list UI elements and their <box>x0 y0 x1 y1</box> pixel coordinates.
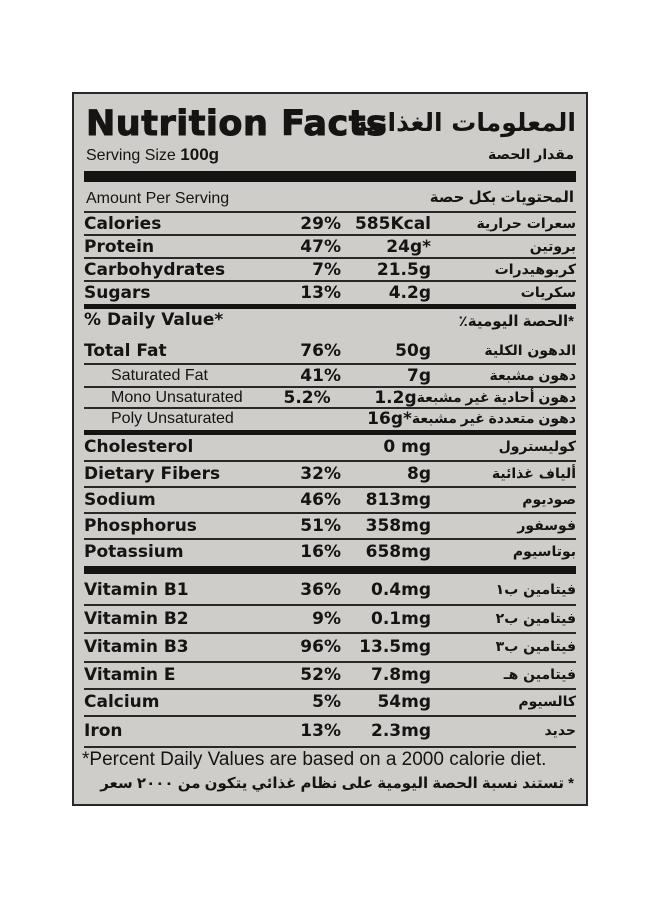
nutrient-row-vitamin-b3 <box>84 633 576 661</box>
nutrient-percent: 13% <box>300 282 341 303</box>
nutrient-amount: 0.4mg <box>371 579 431 600</box>
serving-size-label: Serving Size <box>86 147 176 164</box>
nutrient-name: Vitamin E <box>84 665 176 685</box>
nutrient-percent: 16% <box>300 541 341 562</box>
nutrient-row-vitamin-b2 <box>84 605 576 632</box>
nutrient-name-arabic: سكريات <box>520 284 576 301</box>
nutrient-name-arabic: الدهون الكلية <box>484 343 576 359</box>
nutrient-percent: 76% <box>300 341 341 361</box>
daily-value-label: % Daily Value* <box>84 310 224 330</box>
nutrient-name-arabic: كالسيوم <box>518 694 576 710</box>
nutrient-name: Dietary Fibers <box>84 463 221 484</box>
nutrient-amount: 50g <box>395 341 431 361</box>
nutrient-row-total-fat <box>84 339 576 363</box>
nutrient-percent: 41% <box>300 365 341 386</box>
nutrient-percent: 51% <box>300 515 341 536</box>
nutrient-amount: 7.8mg <box>371 665 431 685</box>
divider <box>84 746 576 748</box>
footnote-arabic: * تستند نسبة الحصة اليومية على نظام غذائي يتكون من ٢٠٠٠ سعر <box>100 775 574 792</box>
nutrient-percent: 46% <box>300 489 341 510</box>
nutrient-name: Saturated Fat <box>111 366 208 384</box>
nutrient-name-arabic: سعرات حرارية <box>476 215 576 232</box>
nutrient-name: Iron <box>84 721 123 741</box>
nutrient-name-arabic: فيتامين هـ <box>503 667 576 683</box>
nutrient-row-mono-unsaturated <box>84 387 576 408</box>
nutrient-name: Carbohydrates <box>84 259 226 280</box>
nutrient-row-sodium <box>84 487 576 512</box>
nutrient-name-arabic: دهون متعددة غير مشبعة <box>411 410 576 426</box>
nutrient-name-arabic: كوليسترول <box>498 439 576 455</box>
nutrient-name: Calcium <box>84 692 160 712</box>
nutrient-name: Cholesterol <box>84 437 194 457</box>
nutrient-name-arabic: فيتامين ب٣ <box>495 639 576 655</box>
nutrient-name: Sugars <box>84 282 151 303</box>
nutrient-amount: 0.1mg <box>371 608 431 629</box>
nutrient-row-sugars <box>84 282 576 303</box>
nutrient-row-iron <box>84 717 576 745</box>
daily-value-label-arabic: *الحصة اليومية٪ <box>458 313 574 330</box>
nutrient-amount: 24g* <box>386 236 431 257</box>
nutrient-name: Sodium <box>84 489 156 510</box>
nutrient-row-vitamin-b1 <box>84 576 576 603</box>
nutrient-name-arabic: فيتامين ب١ <box>495 581 576 598</box>
nutrient-name: Vitamin B3 <box>84 637 189 657</box>
nutrient-amount: 21.5g <box>376 259 431 280</box>
nutrient-percent: 32% <box>300 463 341 484</box>
nutrient-amount: 54mg <box>377 692 431 712</box>
nutrient-name-arabic: دهون أحادية غير مشبعة <box>416 389 576 405</box>
nutrient-percent: 47% <box>300 236 341 257</box>
nutrient-amount: 658mg <box>365 541 431 562</box>
nutrient-amount: 16g* <box>367 408 412 429</box>
nutrient-row-vitamin-e <box>84 662 576 688</box>
serving-size-value: 100g <box>180 145 220 164</box>
title: Nutrition Facts <box>86 104 388 144</box>
nutrient-row-calcium <box>84 689 576 715</box>
nutrient-row-calories <box>84 213 576 234</box>
nutrient-row-carbohydrates <box>84 259 576 280</box>
nutrient-percent: 13% <box>300 721 341 741</box>
nutrient-amount: 1.2g <box>374 387 417 408</box>
nutrient-name-arabic: دهون مشبعة <box>489 367 576 383</box>
nutrient-amount: 2.3mg <box>371 721 431 741</box>
nutrient-percent: 96% <box>300 637 341 657</box>
nutrient-name-arabic: ألياف غذائية <box>491 465 576 482</box>
thick-divider <box>84 566 576 574</box>
footnote-english: *Percent Daily Values are based on a 2000 calorie diet. <box>82 749 547 770</box>
thick-divider <box>84 304 576 309</box>
title-arabic: المعلومات الغذائية <box>352 108 576 137</box>
nutrient-amount: 4.2g <box>388 282 431 303</box>
nutrient-amount: 0 mg <box>383 437 431 457</box>
nutrient-name-arabic: حديد <box>544 723 576 739</box>
nutrient-percent: 5.2% <box>283 387 331 408</box>
nutrient-name-arabic: صوديوم <box>522 491 576 508</box>
nutrient-name: Potassium <box>84 541 184 562</box>
nutrient-amount: 813mg <box>365 489 431 510</box>
nutrient-name: Mono Unsaturated <box>111 388 243 406</box>
nutrient-amount: 7g <box>407 365 431 386</box>
nutrient-percent: 5% <box>312 692 341 712</box>
nutrient-percent: 7% <box>312 259 341 280</box>
serving-size <box>86 145 219 165</box>
nutrient-row-protein <box>84 236 576 257</box>
nutrient-name: Vitamin B1 <box>84 579 189 600</box>
nutrient-name: Total Fat <box>84 341 167 361</box>
nutrient-amount: 585Kcal <box>354 213 431 234</box>
nutrient-amount: 358mg <box>365 515 431 536</box>
serving-size-label-arabic: مقدار الحصة <box>487 146 574 162</box>
nutrient-name: Vitamin B2 <box>84 608 189 629</box>
nutrient-percent: 9% <box>312 608 341 629</box>
nutrient-percent: 52% <box>300 665 341 685</box>
nutrient-name: Protein <box>84 236 155 257</box>
nutrient-name: Poly Unsaturated <box>111 409 234 427</box>
nutrient-row-cholesterol <box>84 435 576 459</box>
nutrient-name-arabic: بوتاسيوم <box>512 543 576 560</box>
nutrient-name: Calories <box>84 213 162 234</box>
nutrient-row-potassium <box>84 539 576 564</box>
nutrient-row-poly-unsaturated <box>84 408 576 429</box>
nutrient-name-arabic: بروتين <box>529 238 576 255</box>
nutrient-name-arabic: فيتامين ب٢ <box>495 610 576 627</box>
nutrient-name-arabic: فوسفور <box>517 517 576 534</box>
amount-per-serving-label: Amount Per Serving <box>86 190 230 207</box>
amount-per-serving-label-arabic: المحتويات بكل حصة <box>429 189 574 206</box>
nutrition-facts-panel <box>72 92 588 806</box>
nutrient-percent: 29% <box>300 213 341 234</box>
nutrient-row-dietary-fibers <box>84 461 576 486</box>
thick-divider <box>84 171 576 182</box>
nutrient-amount: 8g <box>407 463 431 484</box>
nutrient-row-phosphorus <box>84 513 576 538</box>
nutrient-name: Phosphorus <box>84 515 197 536</box>
nutrient-name-arabic: كربوهيدرات <box>494 261 576 278</box>
nutrient-percent: 36% <box>300 579 341 600</box>
nutrient-row-saturated-fat <box>84 365 576 386</box>
nutrient-amount: 13.5mg <box>359 637 431 657</box>
